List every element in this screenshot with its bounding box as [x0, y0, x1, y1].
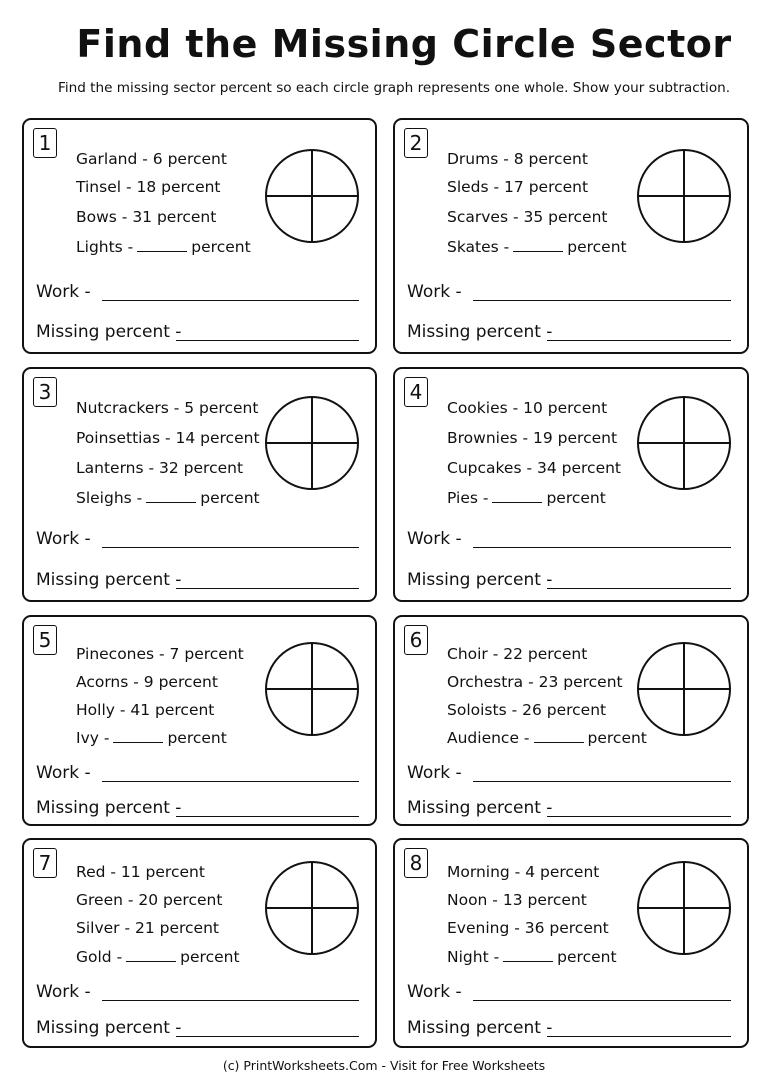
work-label: Work -	[407, 282, 462, 302]
work-line[interactable]	[473, 547, 731, 548]
problem-card-4	[393, 367, 749, 602]
sector-item: Orchestra - 23 percent	[447, 673, 623, 691]
missing-percent-label: Missing percent -	[407, 1018, 553, 1038]
work-line[interactable]	[102, 1000, 359, 1001]
sector-item: Cupcakes - 34 percent	[447, 459, 622, 477]
work-label: Work -	[407, 763, 462, 783]
circle-graph	[636, 148, 732, 244]
missing-sector-item	[76, 489, 260, 507]
percent-word: percent	[180, 948, 240, 966]
answer-blank[interactable]	[146, 490, 196, 503]
problem-card-8	[393, 838, 749, 1048]
missing-sector-item	[447, 729, 647, 747]
problem-card-6	[393, 615, 749, 826]
missing-percent-label: Missing percent -	[407, 322, 553, 342]
missing-sector-label: Gold -	[76, 948, 123, 966]
missing-sector-label: Pies -	[447, 489, 489, 507]
sector-item: Morning - 4 percent	[447, 863, 600, 881]
instructions: Find the missing sector percent so each circle graph represents one whole. Show your subtraction.	[58, 80, 731, 96]
sector-item: Lanterns - 32 percent	[76, 459, 244, 477]
sector-item: Sleds - 17 percent	[447, 178, 589, 196]
sector-item: Garland - 6 percent	[76, 150, 227, 168]
missing-percent-line[interactable]	[547, 1036, 731, 1037]
work-label: Work -	[36, 282, 91, 302]
problem-number: 6	[404, 625, 428, 655]
sector-item: Holly - 41 percent	[76, 701, 215, 719]
missing-percent-label: Missing percent -	[407, 570, 553, 590]
sector-item: Evening - 36 percent	[447, 919, 609, 937]
work-label: Work -	[36, 763, 91, 783]
sector-item: Brownies - 19 percent	[447, 429, 618, 447]
problem-number: 2	[404, 128, 428, 158]
missing-sector-label: Audience -	[447, 729, 530, 747]
missing-percent-line[interactable]	[547, 816, 731, 817]
missing-percent-line[interactable]	[176, 340, 359, 341]
missing-percent-label: Missing percent -	[36, 322, 182, 342]
sector-item: Cookies - 10 percent	[447, 399, 608, 417]
answer-blank[interactable]	[492, 490, 542, 503]
sector-item: Scarves - 35 percent	[447, 208, 608, 226]
answer-blank[interactable]	[503, 949, 553, 962]
missing-percent-label: Missing percent -	[36, 1018, 182, 1038]
circle-graph	[264, 395, 360, 491]
missing-sector-item	[76, 729, 227, 747]
sector-item: Choir - 22 percent	[447, 645, 588, 663]
problem-number: 5	[33, 625, 57, 655]
work-line[interactable]	[102, 547, 359, 548]
answer-blank[interactable]	[126, 949, 176, 962]
problem-number: 3	[33, 377, 57, 407]
missing-percent-line[interactable]	[547, 588, 731, 589]
problem-number: 1	[33, 128, 57, 158]
missing-percent-line[interactable]	[176, 588, 359, 589]
missing-percent-line[interactable]	[176, 1036, 359, 1037]
circle-graph	[636, 641, 732, 737]
work-line[interactable]	[102, 781, 359, 782]
missing-sector-item	[76, 238, 251, 256]
answer-blank[interactable]	[513, 239, 563, 252]
sector-item: Poinsettias - 14 percent	[76, 429, 260, 447]
page-title: Find the Missing Circle Sector	[76, 22, 732, 66]
missing-sector-label: Sleighs -	[76, 489, 143, 507]
percent-word: percent	[191, 238, 251, 256]
problem-card-3	[22, 367, 377, 602]
work-label: Work -	[407, 529, 462, 549]
missing-sector-item	[76, 948, 240, 966]
missing-sector-label: Skates -	[447, 238, 510, 256]
missing-percent-label: Missing percent -	[36, 798, 182, 818]
missing-percent-label: Missing percent -	[36, 570, 182, 590]
work-line[interactable]	[102, 300, 359, 301]
work-line[interactable]	[473, 781, 731, 782]
problem-card-2	[393, 118, 749, 354]
sector-item: Silver - 21 percent	[76, 919, 219, 937]
missing-percent-line[interactable]	[547, 340, 731, 341]
problem-number: 7	[33, 848, 57, 878]
sector-item: Bows - 31 percent	[76, 208, 217, 226]
percent-word: percent	[167, 729, 227, 747]
missing-percent-line[interactable]	[176, 816, 359, 817]
sector-item: Green - 20 percent	[76, 891, 223, 909]
sector-item: Tinsel - 18 percent	[76, 178, 221, 196]
missing-percent-label: Missing percent -	[407, 798, 553, 818]
sector-item: Soloists - 26 percent	[447, 701, 607, 719]
missing-sector-item	[447, 948, 617, 966]
circle-graph	[264, 148, 360, 244]
sector-item: Drums - 8 percent	[447, 150, 588, 168]
percent-word: percent	[200, 489, 260, 507]
sector-item: Noon - 13 percent	[447, 891, 587, 909]
percent-word: percent	[567, 238, 627, 256]
missing-sector-label: Night -	[447, 948, 500, 966]
problem-number: 4	[404, 377, 428, 407]
problem-card-7	[22, 838, 377, 1048]
percent-word: percent	[557, 948, 617, 966]
sector-item: Nutcrackers - 5 percent	[76, 399, 259, 417]
percent-word: percent	[546, 489, 606, 507]
sector-item: Red - 11 percent	[76, 863, 205, 881]
missing-sector-label: Lights -	[76, 238, 134, 256]
work-label: Work -	[407, 982, 462, 1002]
circle-graph	[636, 860, 732, 956]
percent-word: percent	[587, 729, 647, 747]
missing-sector-item	[447, 238, 627, 256]
sector-item: Pinecones - 7 percent	[76, 645, 244, 663]
answer-blank[interactable]	[137, 239, 187, 252]
answer-blank[interactable]	[534, 730, 584, 743]
work-label: Work -	[36, 982, 91, 1002]
missing-sector-label: Ivy -	[76, 729, 110, 747]
sector-item: Acorns - 9 percent	[76, 673, 218, 691]
circle-graph	[636, 395, 732, 491]
work-label: Work -	[36, 529, 91, 549]
answer-blank[interactable]	[113, 730, 163, 743]
footer-credit: (c) PrintWorksheets.Com - Visit for Free Worksheets	[222, 1058, 546, 1073]
problem-card-5	[22, 615, 377, 826]
missing-sector-item	[447, 489, 606, 507]
work-line[interactable]	[473, 1000, 731, 1001]
problem-number: 8	[404, 848, 428, 878]
work-line[interactable]	[473, 300, 731, 301]
circle-graph	[264, 641, 360, 737]
circle-graph	[264, 860, 360, 956]
problem-card-1	[22, 118, 377, 354]
